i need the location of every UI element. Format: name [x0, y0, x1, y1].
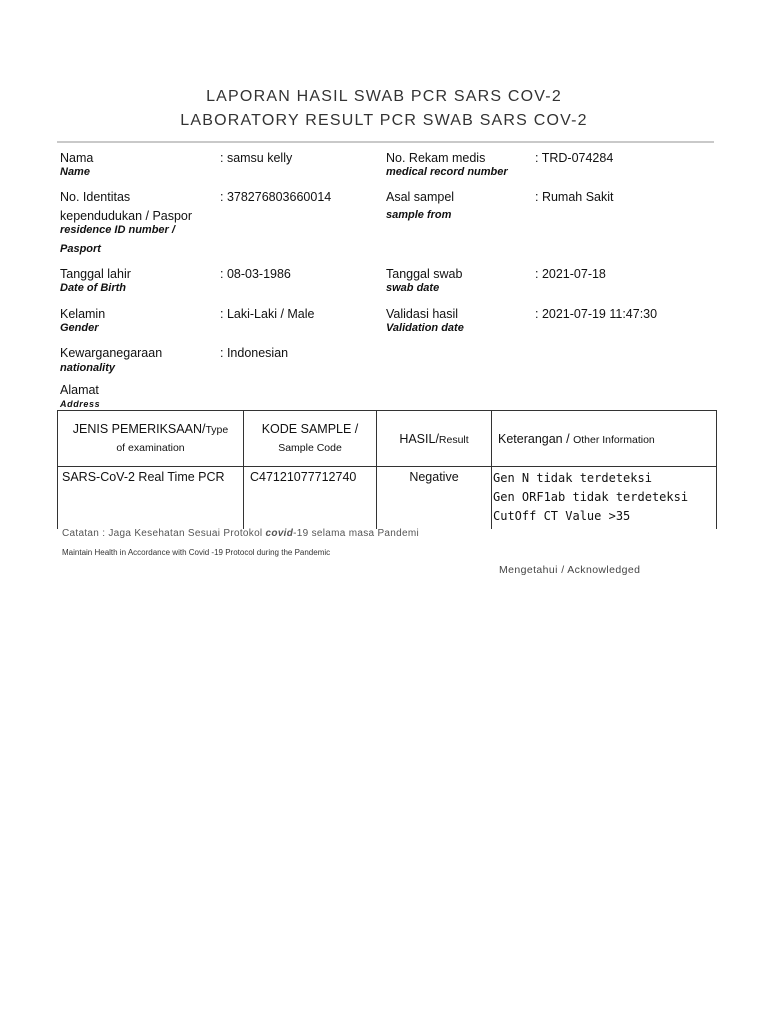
results-table — [57, 410, 717, 529]
sample-origin-value: : Rumah Sakit — [535, 190, 614, 204]
info-line-1: Gen N tidak terdeteksi — [493, 471, 652, 485]
id-label-2: kependudukan / Paspor — [60, 209, 193, 223]
header-exam-small: Type — [205, 424, 229, 436]
header-result — [377, 411, 492, 467]
id-label: No. Identitas — [60, 190, 131, 204]
dob-value: : 08-03-1986 — [220, 267, 291, 281]
gender-value: : Laki-Laki / Male — [220, 307, 315, 321]
header-code-line2: Sample Code — [278, 442, 342, 454]
dob-label: Tanggal lahir — [60, 267, 131, 281]
header-result-small: Result — [438, 433, 469, 446]
validation-label: Validasi hasil — [386, 307, 459, 321]
report-title-id: LAPORAN HASIL SWAB PCR SARS COV-2 — [206, 88, 562, 105]
mrn-sublabel: medical record number — [386, 166, 508, 178]
swab-date-label: Tanggal swab — [386, 267, 463, 281]
gender-label: Kelamin — [60, 307, 106, 321]
note-en: Maintain Health in Accordance with Covid -19 Protocol during the Pandemic — [62, 548, 331, 557]
header-exam-type — [58, 411, 244, 467]
address-sublabel: Address — [60, 399, 101, 409]
sample-code-cell: C47121077712740 — [244, 467, 377, 530]
dob-sublabel: Date of Birth — [60, 282, 126, 294]
result-cell: Negative — [377, 467, 492, 530]
header-sample-code — [244, 411, 377, 467]
header-code-main: KODE SAMPLE / — [261, 422, 359, 436]
id-sublabel-2: Pasport — [60, 243, 101, 255]
gender-sublabel: Gender — [60, 322, 99, 334]
exam-cell: SARS-CoV-2 Real Time PCR — [58, 467, 244, 530]
table-header-row — [58, 411, 717, 467]
sample-origin-sublabel: sample from — [386, 209, 452, 221]
name-label: Nama — [60, 151, 94, 165]
sample-origin-label: Asal sampel — [386, 190, 455, 204]
header-result-main: HASIL/ — [399, 431, 439, 446]
note-prefix: Catatan : Jaga Kesehatan Sesuai Protokol — [62, 528, 266, 539]
header-exam-line2: of examination — [116, 442, 185, 454]
nationality-value: : Indonesian — [220, 346, 289, 360]
validation-sublabel: Validation date — [386, 322, 464, 334]
note-id — [62, 528, 419, 539]
header-other-info — [492, 411, 717, 467]
report-title-en: LABORATORY RESULT PCR SWAB SARS COV-2 — [180, 112, 588, 129]
address-label: Alamat — [60, 383, 99, 397]
table-row — [58, 467, 717, 530]
id-sublabel-1: residence ID number / — [60, 224, 175, 236]
header-info-small: Other Information — [573, 433, 655, 446]
swab-date-value: : 2021-07-18 — [535, 267, 606, 281]
swab-date-sublabel: swab date — [386, 282, 440, 294]
mrn-value: : TRD-074284 — [535, 151, 614, 165]
info-line-3: CutOff CT Value >35 — [493, 509, 631, 523]
nationality-sublabel: nationality — [60, 362, 116, 374]
note-suffix: -19 selama masa Pandemi — [293, 528, 420, 539]
info-cell — [492, 467, 717, 530]
note-covid: covid — [265, 528, 294, 539]
mrn-label: No. Rekam medis — [386, 151, 486, 165]
name-sublabel: Name — [60, 166, 90, 178]
name-value: : samsu kelly — [220, 151, 293, 165]
nationality-label: Kewarganegaraan — [60, 346, 163, 360]
header-divider — [57, 141, 714, 143]
acknowledged-label: Mengetahui / Acknowledged — [499, 564, 641, 576]
info-line-2: Gen ORF1ab tidak terdeteksi — [493, 490, 689, 504]
header-info-main: Keterangan / — [498, 431, 574, 446]
header-exam-main: JENIS PEMERIKSAAN/ — [72, 422, 206, 436]
id-value: : 378276803660014 — [220, 190, 332, 204]
validation-value: : 2021-07-19 11:47:30 — [535, 307, 658, 321]
